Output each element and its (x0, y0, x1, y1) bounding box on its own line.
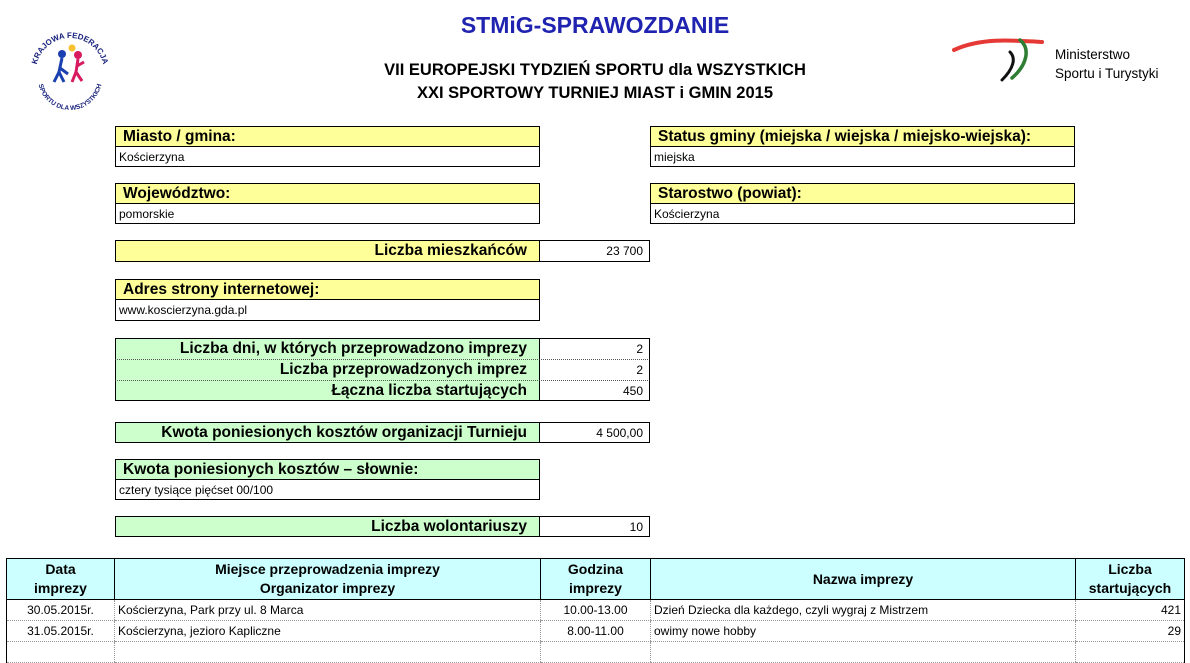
website-field[interactable]: www.koscierzyna.gda.pl (115, 300, 540, 321)
voivodeship-field[interactable]: pomorskie (115, 204, 540, 224)
table-header-row (7, 559, 1185, 600)
website-label: Adres strony internetowej: (115, 279, 540, 300)
table-row-empty (7, 642, 1185, 663)
costs-field[interactable]: 4 500,00 (539, 422, 650, 443)
cell-place[interactable] (115, 642, 541, 663)
cell-participants[interactable] (1076, 642, 1185, 663)
cell-date[interactable] (7, 642, 115, 663)
population-field[interactable]: 23 700 (539, 240, 650, 262)
col-header-count: Liczba startujących (1076, 559, 1185, 600)
cell-time[interactable]: 10.00-13.00 (541, 600, 651, 621)
costs-words-label: Kwota poniesionych kosztów – słownie: (115, 459, 540, 480)
city-label: Miasto / gmina: (115, 126, 540, 147)
cell-participants[interactable]: 421 (1076, 600, 1185, 621)
logo-text-bottom: SPORTU DLA WSZYSTKICH (36, 83, 104, 110)
total-participants-label: Łączna liczba startujących (115, 380, 540, 401)
county-label: Starostwo (powiat): (650, 183, 1075, 204)
col-header-name: Nazwa imprezy (651, 559, 1076, 600)
col-header-place: Miejsce przeprowadzenia imprezy Organizator imprezy (115, 559, 541, 600)
costs-label: Kwota poniesionych kosztów organizacji Turnieju (115, 422, 540, 443)
volunteers-field[interactable]: 10 (539, 516, 650, 537)
logo-text-top: KRAJOWA FEDERACJA (30, 30, 110, 66)
cell-event-name[interactable]: Dzień Dziecka dla każdego, czyli wygraj z Mistrzem (651, 600, 1076, 621)
events-count-field[interactable]: 2 (539, 359, 650, 380)
county-field[interactable]: Kościerzyna (650, 204, 1075, 224)
events-table (6, 558, 1185, 663)
cell-event-name[interactable] (651, 642, 1076, 663)
cell-time[interactable] (541, 642, 651, 663)
commune-status-label: Status gminy (miejska / wiejska / miejsko-wiejska): (650, 126, 1075, 147)
volunteers-label: Liczba wolontariuszy (115, 516, 540, 537)
population-label: Liczba mieszkańców (115, 240, 540, 262)
table-row (7, 621, 1185, 642)
event-subtitle-2: XXI SPORTOWY TURNIEJ MIAST i GMIN 2015 (416, 84, 774, 102)
cell-place[interactable]: Kościerzyna, jezioro Kapliczne (115, 621, 541, 642)
report-title: STMiG-SPRAWOZDANIE (460, 12, 730, 38)
cell-place[interactable]: Kościerzyna, Park przy ul. 8 Marca (115, 600, 541, 621)
cell-date[interactable]: 31.05.2015r. (7, 621, 115, 642)
costs-words-field[interactable]: cztery tysiące pięćset 00/100 (115, 480, 540, 500)
ministry-name-line2: Sportu i Turystyki (1055, 66, 1159, 81)
ministry-name-line1: Ministerstwo (1055, 47, 1131, 62)
city-field[interactable]: Kościerzyna (115, 147, 540, 167)
events-count-label: Liczba przeprowadzonych imprez (115, 359, 540, 380)
event-subtitle-1: VII EUROPEJSKI TYDZIEŃ SPORTU dla WSZYSTKICH (384, 61, 806, 79)
cell-time[interactable]: 8.00-11.00 (541, 621, 651, 642)
table-row (7, 600, 1185, 621)
cell-participants[interactable]: 29 (1076, 621, 1185, 642)
event-days-label: Liczba dni, w których przeprowadzono imprezy (115, 338, 540, 359)
col-header-date: Data imprezy (7, 559, 115, 600)
commune-status-field[interactable]: miejska (650, 147, 1075, 167)
cell-event-name[interactable]: owimy nowe hobby (651, 621, 1076, 642)
col-header-time: Godzina imprezy (541, 559, 651, 600)
cell-date[interactable]: 30.05.2015r. (7, 600, 115, 621)
voivodeship-label: Województwo: (115, 183, 540, 204)
event-days-field[interactable]: 2 (539, 338, 650, 359)
ministry-logo (950, 34, 1050, 86)
total-participants-field[interactable]: 450 (539, 380, 650, 401)
